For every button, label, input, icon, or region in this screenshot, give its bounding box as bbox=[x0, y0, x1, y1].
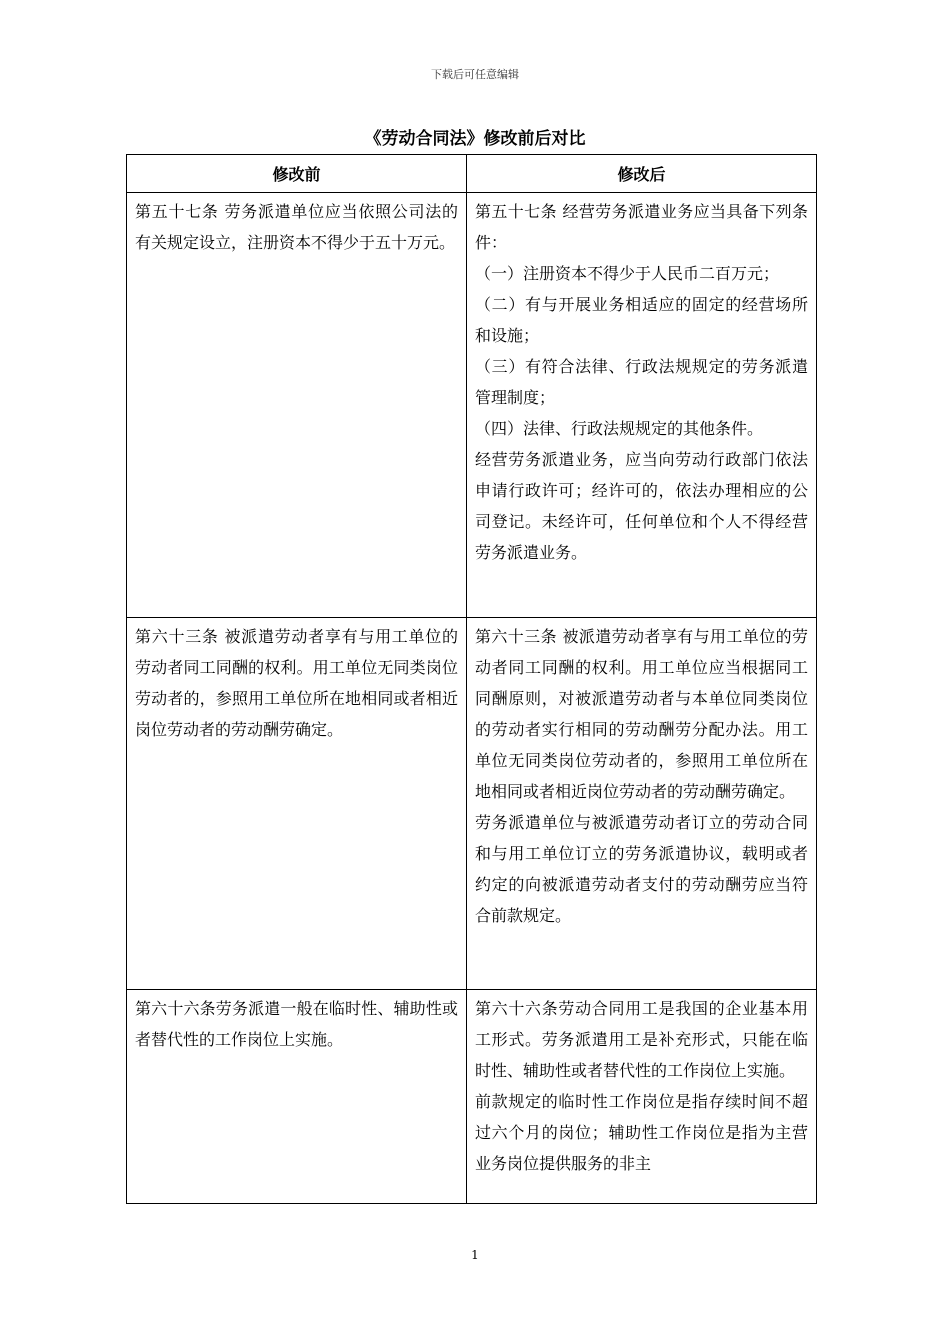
paragraph: （二）有与开展业务相适应的固定的经营场所和设施； bbox=[475, 295, 808, 345]
paragraph: 第六十六条劳务派遣一般在临时性、辅助性或者替代性的工作岗位上实施。 bbox=[135, 999, 458, 1049]
cell-after-article-63 bbox=[467, 618, 817, 990]
paragraph: 第五十七条 劳务派遣单位应当依照公司法的有关规定设立，注册资本不得少于五十万元。 bbox=[135, 202, 458, 252]
cell-before-article-63 bbox=[127, 618, 467, 990]
cell-after-article-66 bbox=[467, 990, 817, 1204]
paragraph: 第六十六条劳动合同用工是我国的企业基本用工形式。劳务派遣用工是补充形式，只能在临时性、辅助性或者替代性的工作岗位上实施。 bbox=[475, 999, 808, 1080]
paragraph: 前款规定的临时性工作岗位是指存续时间不超过六个月的岗位；辅助性工作岗位是指为主营业务岗位提供服务的非主 bbox=[475, 1092, 808, 1173]
table-row bbox=[127, 193, 817, 618]
paragraph: 第六十三条 被派遣劳动者享有与用工单位的劳动者同工同酬的权利。用工单位无同类岗位劳动者的，参照用工单位所在地相同或者相近岗位劳动者的劳动酬劳确定。 bbox=[135, 627, 458, 739]
paragraph: （四）法律、行政法规规定的其他条件。 bbox=[475, 419, 764, 438]
cell-before-article-66 bbox=[127, 990, 467, 1204]
paragraph: 第五十七条 经营劳务派遣业务应当具备下列条件： bbox=[475, 202, 808, 252]
cell-after-article-57 bbox=[467, 193, 817, 618]
comparison-table bbox=[126, 154, 817, 1204]
header-after: 修改后 bbox=[467, 155, 817, 193]
paragraph: （一）注册资本不得少于人民币二百万元； bbox=[475, 264, 780, 283]
table-row bbox=[127, 618, 817, 990]
table-row bbox=[127, 990, 817, 1204]
paragraph: 经营劳务派遣业务，应当向劳动行政部门依法申请行政许可；经许可的，依法办理相应的公司登记。未经许可，任何单位和个人不得经营劳务派遣业务。 bbox=[475, 450, 808, 562]
table-header-row bbox=[127, 155, 817, 193]
paragraph: 第六十三条 被派遣劳动者享有与用工单位的劳动者同工同酬的权利。用工单位应当根据同工同酬原则，对被派遣劳动者与本单位同类岗位的劳动者实行相同的劳动酬劳分配办法。用工单位无同类岗位劳动者的，参照用工单位所在地相同或者相近岗位劳动者的劳动酬劳确定。 bbox=[475, 627, 808, 801]
header-note: 下载后可任意编辑 bbox=[431, 68, 519, 81]
page-number: 1 bbox=[471, 1248, 479, 1262]
cell-before-article-57 bbox=[127, 193, 467, 618]
header-before: 修改前 bbox=[127, 155, 467, 193]
paragraph: 劳务派遣单位与被派遣劳动者订立的劳动合同和与用工单位订立的劳务派遣协议，载明或者约定的向被派遣劳动者支付的劳动酬劳应当符合前款规定。 bbox=[475, 813, 808, 925]
document-title: 《劳动合同法》修改前后对比 bbox=[364, 129, 586, 149]
paragraph: （三）有符合法律、行政法规规定的劳务派遣管理制度； bbox=[475, 357, 808, 407]
